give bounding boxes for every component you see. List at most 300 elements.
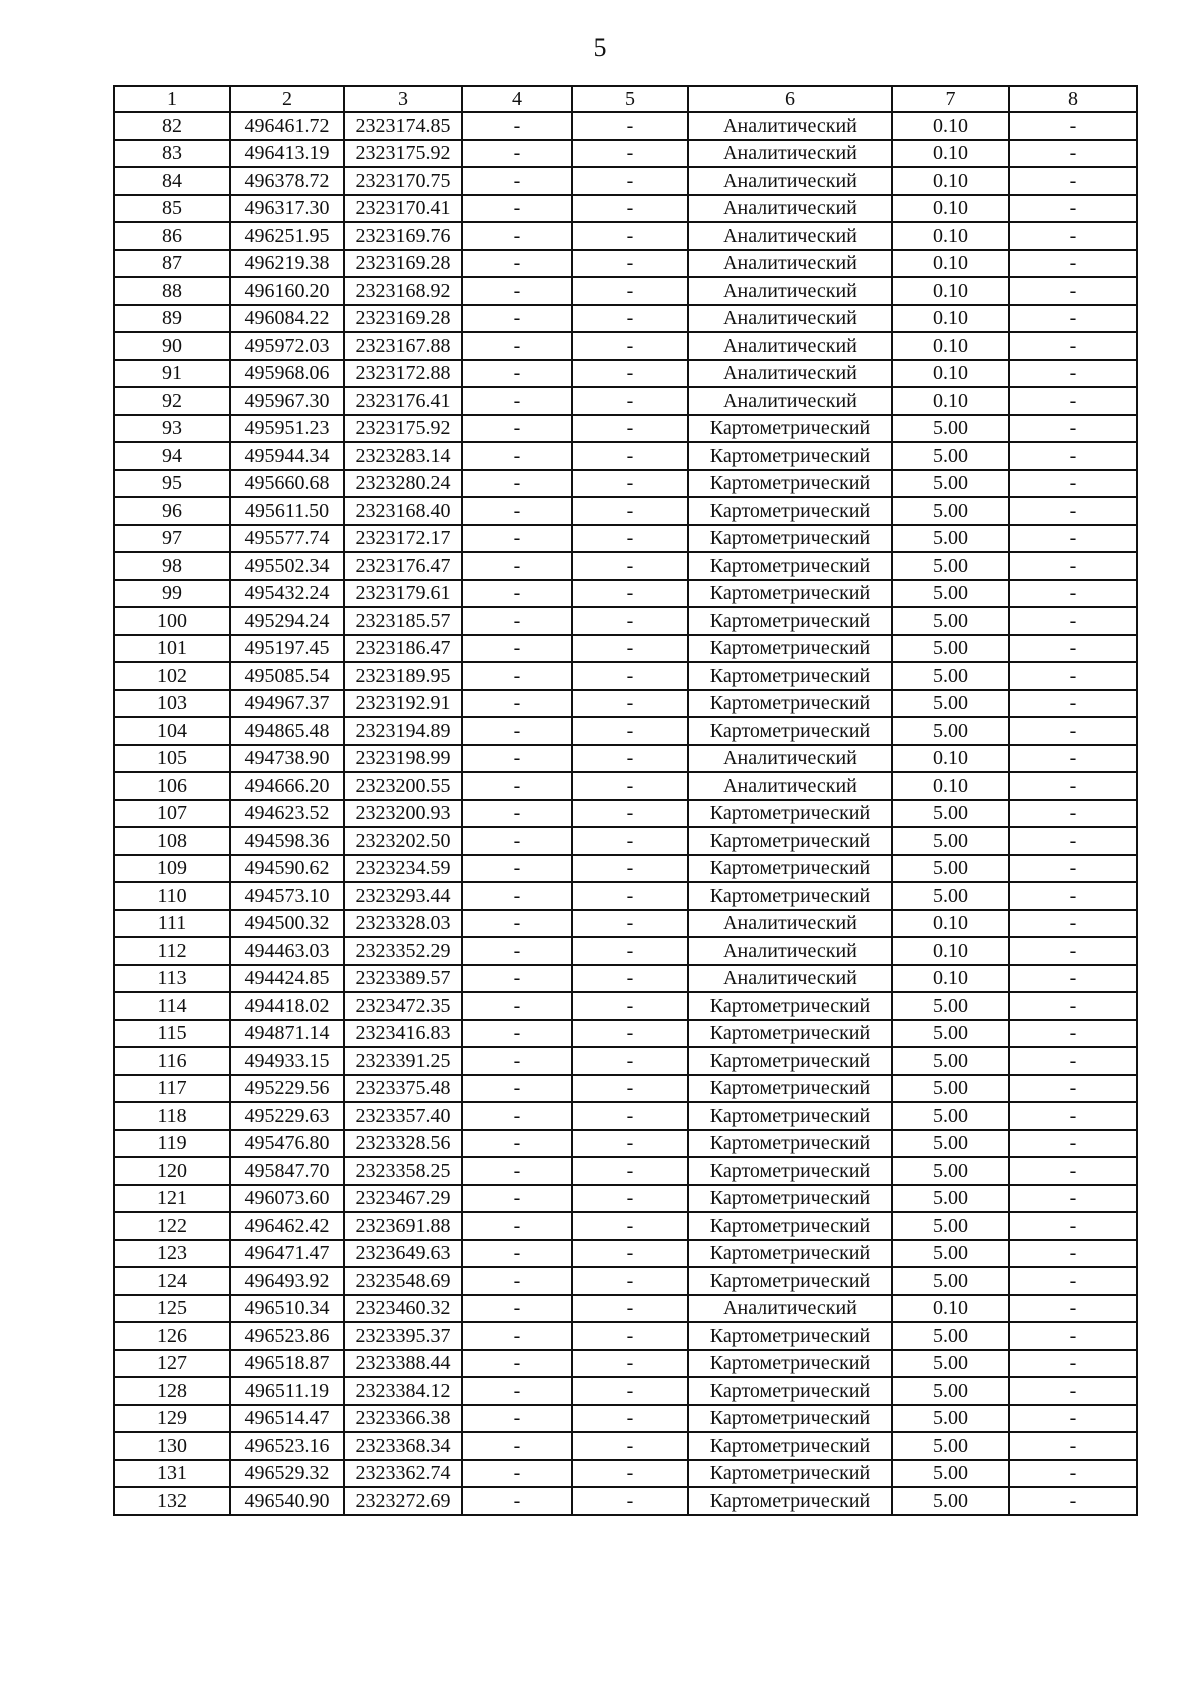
- accuracy-cell: 5.00: [892, 1267, 1009, 1295]
- accuracy-cell: 5.00: [892, 662, 1009, 690]
- column-4-cell: -: [462, 580, 572, 608]
- column-4-cell: -: [462, 360, 572, 388]
- x-coordinate-cell: 494424.85: [230, 965, 344, 993]
- y-coordinate-cell: 2323200.55: [344, 772, 462, 800]
- accuracy-cell: 5.00: [892, 855, 1009, 883]
- point-number-cell: 106: [114, 772, 230, 800]
- column-4-cell: -: [462, 1267, 572, 1295]
- column-8-cell: -: [1009, 745, 1137, 773]
- column-5-cell: -: [572, 277, 688, 305]
- accuracy-cell: 0.10: [892, 222, 1009, 250]
- column-4-cell: -: [462, 965, 572, 993]
- x-coordinate-cell: 494418.02: [230, 992, 344, 1020]
- table-row: [114, 277, 1137, 305]
- method-cell: Аналитический: [688, 387, 892, 415]
- accuracy-cell: 5.00: [892, 827, 1009, 855]
- point-number-cell: 116: [114, 1047, 230, 1075]
- column-4-cell: -: [462, 1020, 572, 1048]
- point-number-cell: 118: [114, 1102, 230, 1130]
- column-5-cell: -: [572, 332, 688, 360]
- point-number-cell: 123: [114, 1240, 230, 1268]
- x-coordinate-cell: 494463.03: [230, 937, 344, 965]
- column-4-cell: -: [462, 1432, 572, 1460]
- column-4-cell: -: [462, 882, 572, 910]
- column-8-cell: -: [1009, 1130, 1137, 1158]
- method-cell: Картометрический: [688, 1212, 892, 1240]
- point-number-cell: 132: [114, 1487, 230, 1515]
- column-8-cell: -: [1009, 442, 1137, 470]
- accuracy-cell: 0.10: [892, 167, 1009, 195]
- accuracy-cell: 5.00: [892, 1460, 1009, 1488]
- header-cell-2: 2: [230, 86, 344, 112]
- column-8-cell: -: [1009, 635, 1137, 663]
- column-8-cell: -: [1009, 332, 1137, 360]
- point-number-cell: 115: [114, 1020, 230, 1048]
- point-number-cell: 113: [114, 965, 230, 993]
- point-number-cell: 129: [114, 1405, 230, 1433]
- column-5-cell: -: [572, 387, 688, 415]
- y-coordinate-cell: 2323472.35: [344, 992, 462, 1020]
- method-cell: Аналитический: [688, 195, 892, 223]
- y-coordinate-cell: 2323170.41: [344, 195, 462, 223]
- column-5-cell: -: [572, 525, 688, 553]
- point-number-cell: 128: [114, 1377, 230, 1405]
- x-coordinate-cell: 496251.95: [230, 222, 344, 250]
- column-4-cell: -: [462, 1185, 572, 1213]
- column-4-cell: -: [462, 937, 572, 965]
- column-5-cell: -: [572, 800, 688, 828]
- column-4-cell: -: [462, 112, 572, 140]
- column-5-cell: -: [572, 552, 688, 580]
- column-5-cell: -: [572, 827, 688, 855]
- column-4-cell: -: [462, 497, 572, 525]
- point-number-cell: 112: [114, 937, 230, 965]
- point-number-cell: 87: [114, 250, 230, 278]
- method-cell: Картометрический: [688, 662, 892, 690]
- table-row: [114, 1185, 1137, 1213]
- accuracy-cell: 5.00: [892, 497, 1009, 525]
- accuracy-cell: 5.00: [892, 552, 1009, 580]
- column-8-cell: -: [1009, 580, 1137, 608]
- method-cell: Аналитический: [688, 1295, 892, 1323]
- column-4-cell: -: [462, 552, 572, 580]
- column-5-cell: -: [572, 1405, 688, 1433]
- accuracy-cell: 0.10: [892, 360, 1009, 388]
- table-row: [114, 1487, 1137, 1515]
- accuracy-cell: 0.10: [892, 195, 1009, 223]
- column-8-cell: -: [1009, 992, 1137, 1020]
- accuracy-cell: 5.00: [892, 470, 1009, 498]
- point-number-cell: 120: [114, 1157, 230, 1185]
- column-4-cell: -: [462, 1350, 572, 1378]
- column-5-cell: -: [572, 717, 688, 745]
- method-cell: Аналитический: [688, 910, 892, 938]
- column-8-cell: -: [1009, 1212, 1137, 1240]
- accuracy-cell: 0.10: [892, 140, 1009, 168]
- x-coordinate-cell: 495432.24: [230, 580, 344, 608]
- table-row: [114, 1020, 1137, 1048]
- table-row: [114, 1295, 1137, 1323]
- y-coordinate-cell: 2323272.69: [344, 1487, 462, 1515]
- column-5-cell: -: [572, 1295, 688, 1323]
- column-4-cell: -: [462, 1295, 572, 1323]
- column-5-cell: -: [572, 1212, 688, 1240]
- column-4-cell: -: [462, 992, 572, 1020]
- header-cell-6: 6: [688, 86, 892, 112]
- x-coordinate-cell: 495967.30: [230, 387, 344, 415]
- y-coordinate-cell: 2323202.50: [344, 827, 462, 855]
- column-4-cell: -: [462, 607, 572, 635]
- accuracy-cell: 0.10: [892, 305, 1009, 333]
- column-4-cell: -: [462, 1047, 572, 1075]
- y-coordinate-cell: 2323167.88: [344, 332, 462, 360]
- method-cell: Картометрический: [688, 1487, 892, 1515]
- table-row: [114, 1130, 1137, 1158]
- accuracy-cell: 0.10: [892, 250, 1009, 278]
- table-row: [114, 662, 1137, 690]
- x-coordinate-cell: 496523.16: [230, 1432, 344, 1460]
- method-cell: Аналитический: [688, 772, 892, 800]
- x-coordinate-cell: 496529.32: [230, 1460, 344, 1488]
- table-row: [114, 415, 1137, 443]
- y-coordinate-cell: 2323169.28: [344, 250, 462, 278]
- column-5-cell: -: [572, 442, 688, 470]
- x-coordinate-cell: 495968.06: [230, 360, 344, 388]
- accuracy-cell: 5.00: [892, 1350, 1009, 1378]
- method-cell: Аналитический: [688, 140, 892, 168]
- point-number-cell: 107: [114, 800, 230, 828]
- point-number-cell: 85: [114, 195, 230, 223]
- method-cell: Картометрический: [688, 470, 892, 498]
- y-coordinate-cell: 2323283.14: [344, 442, 462, 470]
- x-coordinate-cell: 494623.52: [230, 800, 344, 828]
- y-coordinate-cell: 2323186.47: [344, 635, 462, 663]
- column-8-cell: -: [1009, 167, 1137, 195]
- method-cell: Картометрический: [688, 800, 892, 828]
- point-number-cell: 131: [114, 1460, 230, 1488]
- table-row: [114, 1047, 1137, 1075]
- point-number-cell: 101: [114, 635, 230, 663]
- point-number-cell: 98: [114, 552, 230, 580]
- table-row: [114, 772, 1137, 800]
- y-coordinate-cell: 2323179.61: [344, 580, 462, 608]
- column-4-cell: -: [462, 910, 572, 938]
- y-coordinate-cell: 2323352.29: [344, 937, 462, 965]
- x-coordinate-cell: 494933.15: [230, 1047, 344, 1075]
- y-coordinate-cell: 2323395.37: [344, 1322, 462, 1350]
- column-4-cell: -: [462, 140, 572, 168]
- y-coordinate-cell: 2323176.47: [344, 552, 462, 580]
- method-cell: Картометрический: [688, 1075, 892, 1103]
- method-cell: Картометрический: [688, 827, 892, 855]
- point-number-cell: 94: [114, 442, 230, 470]
- column-8-cell: -: [1009, 222, 1137, 250]
- point-number-cell: 108: [114, 827, 230, 855]
- y-coordinate-cell: 2323198.99: [344, 745, 462, 773]
- accuracy-cell: 5.00: [892, 525, 1009, 553]
- point-number-cell: 96: [114, 497, 230, 525]
- accuracy-cell: 5.00: [892, 1405, 1009, 1433]
- method-cell: Картометрический: [688, 1185, 892, 1213]
- table-row: [114, 1460, 1137, 1488]
- point-number-cell: 105: [114, 745, 230, 773]
- y-coordinate-cell: 2323328.03: [344, 910, 462, 938]
- column-4-cell: -: [462, 1212, 572, 1240]
- accuracy-cell: 5.00: [892, 1020, 1009, 1048]
- header-cell-4: 4: [462, 86, 572, 112]
- method-cell: Аналитический: [688, 277, 892, 305]
- column-5-cell: -: [572, 882, 688, 910]
- y-coordinate-cell: 2323168.92: [344, 277, 462, 305]
- point-number-cell: 100: [114, 607, 230, 635]
- column-8-cell: -: [1009, 1185, 1137, 1213]
- x-coordinate-cell: 495577.74: [230, 525, 344, 553]
- point-number-cell: 119: [114, 1130, 230, 1158]
- point-number-cell: 127: [114, 1350, 230, 1378]
- accuracy-cell: 5.00: [892, 635, 1009, 663]
- column-5-cell: -: [572, 745, 688, 773]
- accuracy-cell: 5.00: [892, 1130, 1009, 1158]
- column-8-cell: -: [1009, 717, 1137, 745]
- y-coordinate-cell: 2323649.63: [344, 1240, 462, 1268]
- column-4-cell: -: [462, 827, 572, 855]
- y-coordinate-cell: 2323416.83: [344, 1020, 462, 1048]
- table-row: [114, 387, 1137, 415]
- x-coordinate-cell: 496413.19: [230, 140, 344, 168]
- x-coordinate-cell: 495847.70: [230, 1157, 344, 1185]
- y-coordinate-cell: 2323362.74: [344, 1460, 462, 1488]
- column-5-cell: -: [572, 167, 688, 195]
- column-5-cell: -: [572, 937, 688, 965]
- point-number-cell: 92: [114, 387, 230, 415]
- method-cell: Аналитический: [688, 360, 892, 388]
- point-number-cell: 117: [114, 1075, 230, 1103]
- x-coordinate-cell: 494590.62: [230, 855, 344, 883]
- column-4-cell: -: [462, 1460, 572, 1488]
- column-5-cell: -: [572, 910, 688, 938]
- column-8-cell: -: [1009, 305, 1137, 333]
- column-5-cell: -: [572, 1460, 688, 1488]
- x-coordinate-cell: 496511.19: [230, 1377, 344, 1405]
- table-row: [114, 305, 1137, 333]
- x-coordinate-cell: 496510.34: [230, 1295, 344, 1323]
- y-coordinate-cell: 2323391.25: [344, 1047, 462, 1075]
- column-4-cell: -: [462, 167, 572, 195]
- point-number-cell: 124: [114, 1267, 230, 1295]
- y-coordinate-cell: 2323176.41: [344, 387, 462, 415]
- accuracy-cell: 5.00: [892, 580, 1009, 608]
- accuracy-cell: 0.10: [892, 1295, 1009, 1323]
- y-coordinate-cell: 2323366.38: [344, 1405, 462, 1433]
- column-8-cell: -: [1009, 1322, 1137, 1350]
- x-coordinate-cell: 495085.54: [230, 662, 344, 690]
- method-cell: Картометрический: [688, 717, 892, 745]
- table-row: [114, 525, 1137, 553]
- x-coordinate-cell: 494500.32: [230, 910, 344, 938]
- y-coordinate-cell: 2323389.57: [344, 965, 462, 993]
- table-row: [114, 332, 1137, 360]
- column-8-cell: -: [1009, 277, 1137, 305]
- method-cell: Картометрический: [688, 1047, 892, 1075]
- y-coordinate-cell: 2323467.29: [344, 1185, 462, 1213]
- method-cell: Картометрический: [688, 882, 892, 910]
- column-8-cell: -: [1009, 1020, 1137, 1048]
- method-cell: Картометрический: [688, 497, 892, 525]
- method-cell: Картометрический: [688, 992, 892, 1020]
- x-coordinate-cell: 496493.92: [230, 1267, 344, 1295]
- column-5-cell: -: [572, 1020, 688, 1048]
- column-8-cell: -: [1009, 470, 1137, 498]
- point-number-cell: 88: [114, 277, 230, 305]
- point-number-cell: 109: [114, 855, 230, 883]
- column-5-cell: -: [572, 1432, 688, 1460]
- column-5-cell: -: [572, 140, 688, 168]
- point-number-cell: 89: [114, 305, 230, 333]
- column-4-cell: -: [462, 250, 572, 278]
- column-4-cell: -: [462, 1130, 572, 1158]
- point-number-cell: 121: [114, 1185, 230, 1213]
- column-5-cell: -: [572, 222, 688, 250]
- column-5-cell: -: [572, 195, 688, 223]
- table-row: [114, 1350, 1137, 1378]
- method-cell: Картометрический: [688, 635, 892, 663]
- column-8-cell: -: [1009, 360, 1137, 388]
- table-row: [114, 910, 1137, 938]
- column-8-cell: -: [1009, 662, 1137, 690]
- column-4-cell: -: [462, 690, 572, 718]
- column-8-cell: -: [1009, 1377, 1137, 1405]
- accuracy-cell: 0.10: [892, 387, 1009, 415]
- table-row: [114, 140, 1137, 168]
- accuracy-cell: 5.00: [892, 1432, 1009, 1460]
- x-coordinate-cell: 496461.72: [230, 112, 344, 140]
- accuracy-cell: 5.00: [892, 690, 1009, 718]
- method-cell: Картометрический: [688, 1157, 892, 1185]
- y-coordinate-cell: 2323358.25: [344, 1157, 462, 1185]
- header-cell-1: 1: [114, 86, 230, 112]
- method-cell: Картометрический: [688, 1240, 892, 1268]
- point-number-cell: 130: [114, 1432, 230, 1460]
- point-number-cell: 102: [114, 662, 230, 690]
- method-cell: Картометрический: [688, 1460, 892, 1488]
- column-8-cell: -: [1009, 882, 1137, 910]
- x-coordinate-cell: 494598.36: [230, 827, 344, 855]
- table-row: [114, 717, 1137, 745]
- method-cell: Картометрический: [688, 1432, 892, 1460]
- y-coordinate-cell: 2323194.89: [344, 717, 462, 745]
- y-coordinate-cell: 2323200.93: [344, 800, 462, 828]
- method-cell: Аналитический: [688, 305, 892, 333]
- column-4-cell: -: [462, 1102, 572, 1130]
- table-row: [114, 855, 1137, 883]
- method-cell: Аналитический: [688, 222, 892, 250]
- method-cell: Картометрический: [688, 580, 892, 608]
- table-row: [114, 1267, 1137, 1295]
- table-row: [114, 1212, 1137, 1240]
- table-row: [114, 800, 1137, 828]
- column-8-cell: -: [1009, 607, 1137, 635]
- method-cell: Картометрический: [688, 1102, 892, 1130]
- point-number-cell: 86: [114, 222, 230, 250]
- column-5-cell: -: [572, 992, 688, 1020]
- column-4-cell: -: [462, 332, 572, 360]
- method-cell: Аналитический: [688, 112, 892, 140]
- column-5-cell: -: [572, 1267, 688, 1295]
- column-4-cell: -: [462, 745, 572, 773]
- accuracy-cell: 0.10: [892, 965, 1009, 993]
- y-coordinate-cell: 2323175.92: [344, 140, 462, 168]
- y-coordinate-cell: 2323172.88: [344, 360, 462, 388]
- x-coordinate-cell: 496523.86: [230, 1322, 344, 1350]
- method-cell: Картометрический: [688, 525, 892, 553]
- method-cell: Картометрический: [688, 1267, 892, 1295]
- x-coordinate-cell: 495611.50: [230, 497, 344, 525]
- y-coordinate-cell: 2323192.91: [344, 690, 462, 718]
- y-coordinate-cell: 2323234.59: [344, 855, 462, 883]
- method-cell: Картометрический: [688, 1350, 892, 1378]
- y-coordinate-cell: 2323691.88: [344, 1212, 462, 1240]
- table-row: [114, 497, 1137, 525]
- page-number: 5: [593, 33, 607, 62]
- y-coordinate-cell: 2323174.85: [344, 112, 462, 140]
- x-coordinate-cell: 496518.87: [230, 1350, 344, 1378]
- column-4-cell: -: [462, 1322, 572, 1350]
- accuracy-cell: 5.00: [892, 1075, 1009, 1103]
- x-coordinate-cell: 495476.80: [230, 1130, 344, 1158]
- column-4-cell: -: [462, 387, 572, 415]
- column-5-cell: -: [572, 1377, 688, 1405]
- accuracy-cell: 5.00: [892, 1185, 1009, 1213]
- point-number-cell: 126: [114, 1322, 230, 1350]
- method-cell: Аналитический: [688, 965, 892, 993]
- column-8-cell: -: [1009, 1240, 1137, 1268]
- accuracy-cell: 0.10: [892, 277, 1009, 305]
- method-cell: Картометрический: [688, 1020, 892, 1048]
- y-coordinate-cell: 2323172.17: [344, 525, 462, 553]
- y-coordinate-cell: 2323293.44: [344, 882, 462, 910]
- column-5-cell: -: [572, 1322, 688, 1350]
- column-5-cell: -: [572, 497, 688, 525]
- accuracy-cell: 5.00: [892, 415, 1009, 443]
- method-cell: Картометрический: [688, 442, 892, 470]
- column-4-cell: -: [462, 1157, 572, 1185]
- point-number-cell: 82: [114, 112, 230, 140]
- x-coordinate-cell: 495660.68: [230, 470, 344, 498]
- column-4-cell: -: [462, 1377, 572, 1405]
- accuracy-cell: 5.00: [892, 1157, 1009, 1185]
- column-8-cell: -: [1009, 112, 1137, 140]
- method-cell: Картометрический: [688, 1377, 892, 1405]
- column-4-cell: -: [462, 525, 572, 553]
- method-cell: Картометрический: [688, 855, 892, 883]
- accuracy-cell: 0.10: [892, 745, 1009, 773]
- accuracy-cell: 5.00: [892, 800, 1009, 828]
- column-8-cell: -: [1009, 1460, 1137, 1488]
- table-row: [114, 360, 1137, 388]
- column-5-cell: -: [572, 1130, 688, 1158]
- accuracy-cell: 0.10: [892, 910, 1009, 938]
- x-coordinate-cell: 495502.34: [230, 552, 344, 580]
- column-5-cell: -: [572, 965, 688, 993]
- y-coordinate-cell: 2323168.40: [344, 497, 462, 525]
- x-coordinate-cell: 495229.63: [230, 1102, 344, 1130]
- accuracy-cell: 5.00: [892, 992, 1009, 1020]
- point-number-cell: 90: [114, 332, 230, 360]
- column-4-cell: -: [462, 855, 572, 883]
- point-number-cell: 114: [114, 992, 230, 1020]
- table-row: [114, 1240, 1137, 1268]
- table-row: [114, 442, 1137, 470]
